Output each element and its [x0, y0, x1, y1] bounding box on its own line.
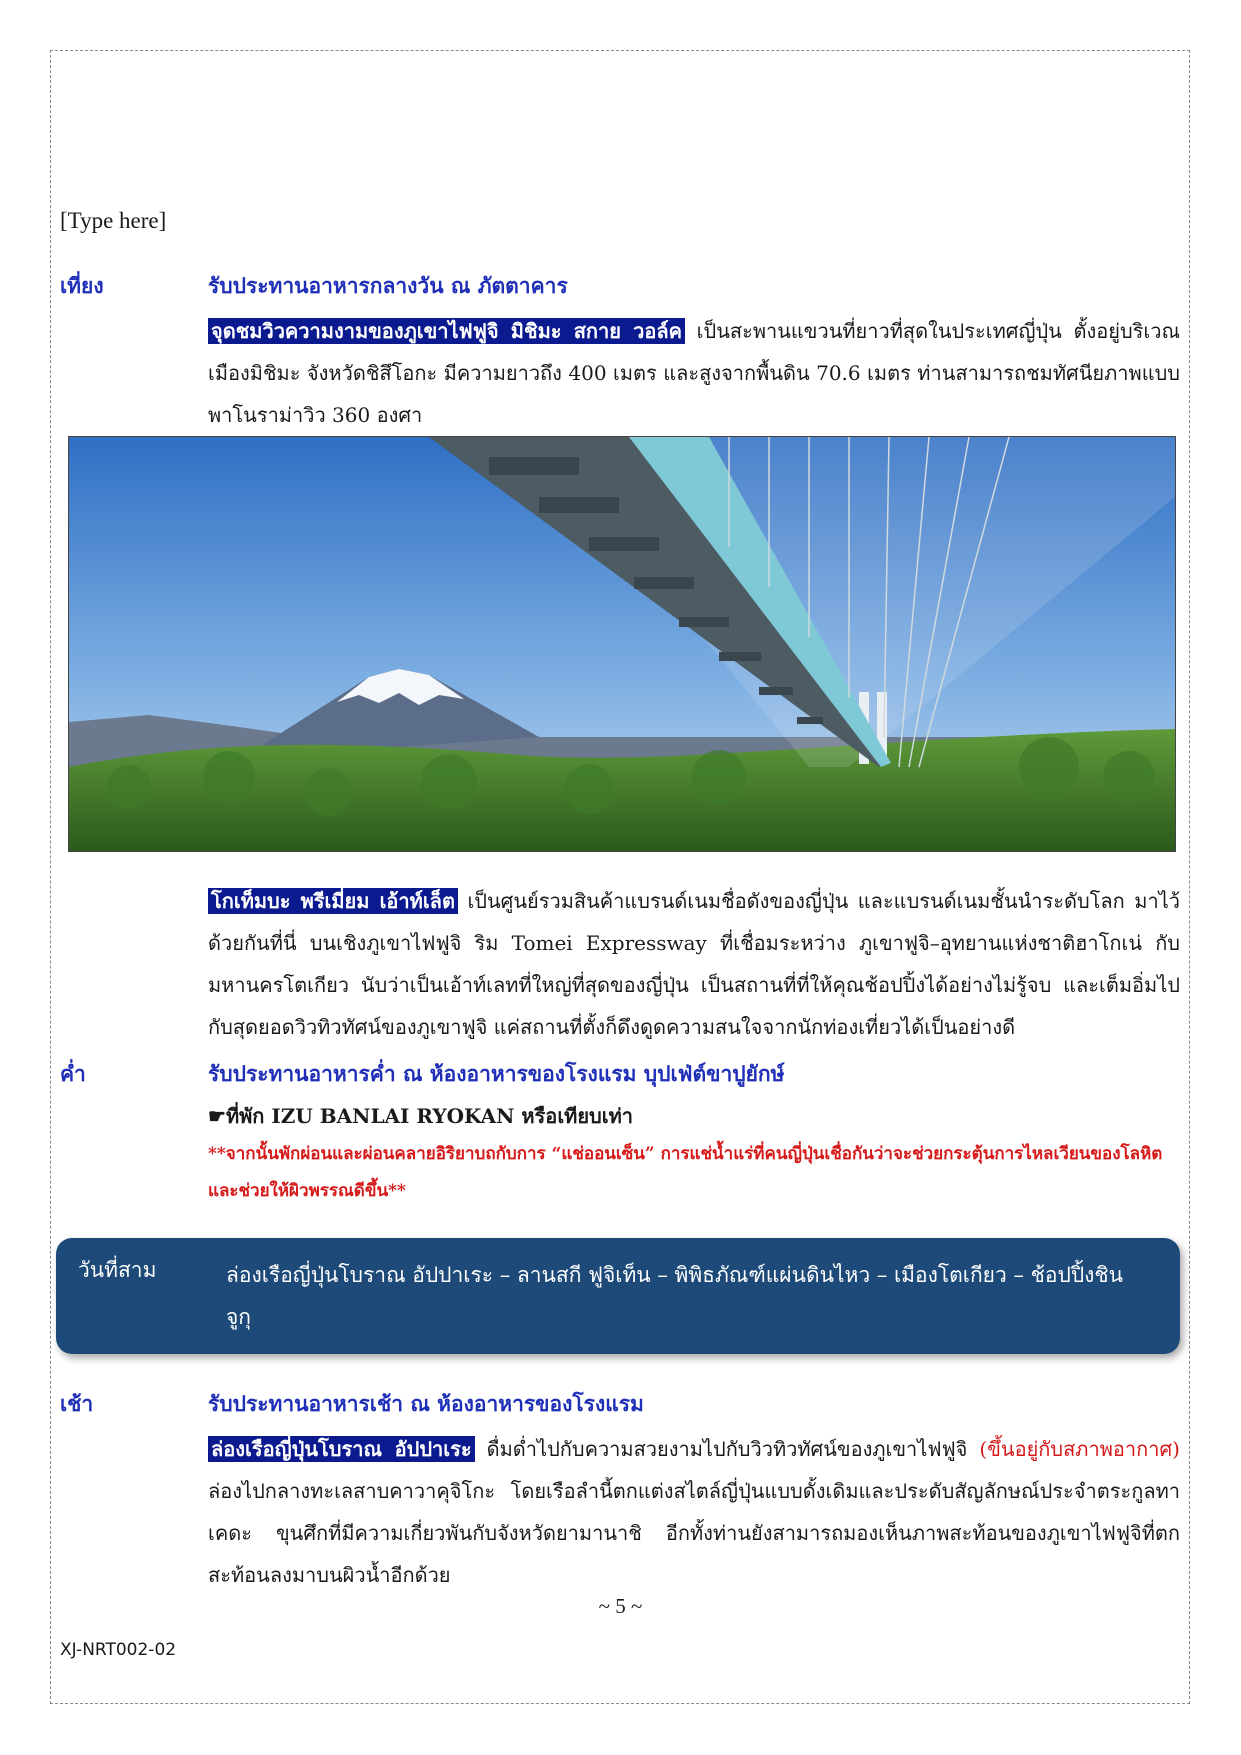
- dinner-time-label: ค่ำ: [60, 1061, 86, 1086]
- day-three-label: วันที่สาม: [78, 1258, 157, 1282]
- skywalk-paragraph: [208, 310, 1180, 436]
- hotel-text: ที่พัก IZU BANLAI RYOKAN หรือเทียบเท่า: [225, 1104, 633, 1128]
- document-code: XJ-NRT002-02: [60, 1640, 177, 1660]
- hotel-line: [208, 1100, 633, 1132]
- day-three-banner: [56, 1238, 1180, 1354]
- lunch-heading: รับประทานอาหารกลางวัน ณ ภัตตาคาร: [208, 273, 568, 298]
- boat-highlight: ล่องเรือญี่ปุ่นโบราณ อัปปาเระ: [208, 1436, 475, 1462]
- breakfast-time-label: เช้า: [60, 1391, 94, 1416]
- onsen-note: **จากนั้นพักผ่อนและผ่อนคลายอิริยาบถกับการ “แช่ออนเซ็น” การแช่น้ำแร่ที่คนญี่ปุ่นเชื่อกันว่าจะช่วยกระตุ้นการไหลเวียนของโลหิตและช่วยให้ผิวพรรณดีขึ้น**: [208, 1144, 1163, 1201]
- outlet-highlight: โกเท็มบะ พรีเมี่ยม เอ้าท์เล็ต: [208, 888, 458, 914]
- outlet-description: เป็นศูนย์รวมสินค้าแบรนด์เนมชื่อดังของญี่ปุ่น และแบรนด์เนมชั้นนำระดับโลก มาไว้ด้วยกันที่นี่ บนเชิงภูเขาไฟฟูจิ ริม Tomei Expressway ที่เชื่อมระหว่าง ภูเขาฟูจิ–อุทยานแห่งชาติฮาโกเน่ กับมหานครโตเกียว นับว่าเป็นเอ้าท์เลทที่ใหญ่ที่สุดของญี่ปุ่น เป็นสถานที่ที่ให้คุณช้อปปิ้งได้อย่างไม่รู้จบ และเต็มอิ่มไปกับสุดยอดวิวทิวทัศน์ของภูเขาฟูจิ แค่สถานที่ตั้งก็ดึงดูดความสนใจจากนักท่องเที่ยวได้เป็นอย่างดี: [208, 889, 1181, 1039]
- skywalk-description: เป็นสะพานแขวนที่ยาวที่สุดในประเทศญี่ปุ่น ตั้งอยู่บริเวณเมืองมิชิมะ จังหวัดชิสึโอกะ มีความยาวถึง 400 เมตร และสูงจากพื้นดิน 70.6 เมตร ท่านสามารถชมทัศนียภาพแบบพาโนราม่าวิว 360 องศา: [208, 319, 1181, 427]
- breakfast-heading: รับประทานอาหารเช้า ณ ห้องอาหารของโรงแรม: [208, 1391, 644, 1416]
- boat-description-b: ล่องไปกลางทะเลสาบคาวาคุจิโกะ โดยเรือลำนี้ตกแต่งสไตล์ญี่ปุ่นแบบดั้งเดิมและประดับสัญลักษณ์ประจำตระกูลทาเคดะ ขุนศึกที่มีความเกี่ยวพันกับจังหวัดยามานาชิ อีกทั้งท่านยังสามารถมองเห็นภาพสะท้อนของภูเขาไฟฟูจิที่ตกสะท้อนลงมาบนผิวน้ำอีกด้วย: [208, 1479, 1180, 1587]
- skywalk-bridge-photo: [68, 436, 1176, 852]
- dinner-heading: รับประทานอาหารค่ำ ณ ห้องอาหารของโรงแรม บุปเฟ่ต์ขาปูยักษ์: [208, 1061, 785, 1086]
- day-three-title: ล่องเรือญี่ปุ่นโบราณ อัปปาเระ – ลานสกี ฟูจิเท็น – พิพิธภัณฑ์แผ่นดินไหว – เมืองโตเกียว – ช้อปปิ้งชินจูกุ: [226, 1263, 1124, 1329]
- lunch-time-label: เที่ยง: [60, 273, 104, 298]
- page-number: ~ 5 ~: [598, 1594, 643, 1618]
- skywalk-highlight: จุดชมวิวความงามของภูเขาไฟฟูจิ มิชิมะ สกาย วอล์ค: [208, 318, 685, 344]
- boat-description-a: ดื่มด่ำไปกับความสวยงามไปกับวิวทิวทัศน์ของภูเขาไฟฟูจิ: [486, 1437, 968, 1461]
- weather-note: (ขึ้นอยู่กับสภาพอากาศ): [979, 1437, 1180, 1461]
- pointing-hand-icon: ☛: [208, 1104, 226, 1128]
- header-placeholder[interactable]: [Type here]: [60, 208, 167, 233]
- boat-paragraph: [208, 1428, 1180, 1596]
- outlet-paragraph: [208, 880, 1180, 1048]
